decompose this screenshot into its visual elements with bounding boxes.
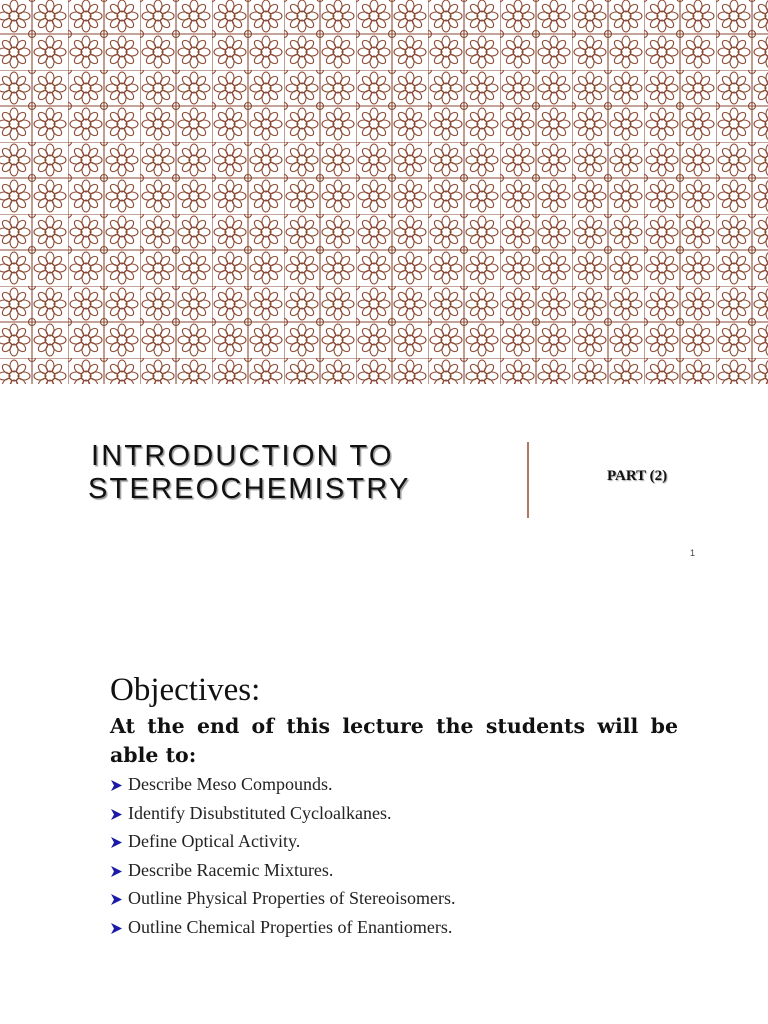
objective-text: Describe Meso Compounds.: [128, 774, 333, 794]
objective-text: Define Optical Activity.: [128, 831, 301, 851]
objective-item: [110, 884, 678, 913]
decorative-pattern-band: [0, 0, 768, 384]
objective-item: [110, 770, 678, 799]
arrow-bullet-icon: [110, 886, 128, 915]
objectives-heading: Objectives:: [110, 672, 261, 708]
title-line-2: STEREOCHEMISTRY: [88, 473, 411, 505]
arrow-bullet-icon: [110, 858, 128, 887]
arrow-bullet-icon: [110, 801, 128, 830]
objective-item: [110, 856, 678, 885]
title-line-1: INTRODUCTION TO: [91, 440, 394, 472]
arrow-bullet-icon: [110, 772, 128, 801]
arrow-bullet-icon: [110, 829, 128, 858]
objective-item: [110, 827, 678, 856]
objective-text: Outline Chemical Properties of Enantiomers.: [128, 916, 453, 937]
objectives-list: [110, 770, 678, 941]
objective-text: Describe Racemic Mixtures.: [128, 859, 334, 880]
arrow-bullet-icon: [110, 915, 128, 944]
objectives-section: [110, 668, 678, 941]
presentation-title: [88, 440, 411, 506]
title-divider: [527, 442, 529, 518]
flower-lattice-pattern: [0, 0, 768, 384]
objective-text: Outline Physical Properties of Stereoisomers.: [128, 888, 456, 908]
part-label: PART (2): [607, 468, 668, 484]
page-number: 1: [690, 548, 696, 558]
objectives-intro: At the end of this lecture the students will be able to:: [110, 714, 678, 767]
objective-text: Identify Disubstituted Cycloalkanes.: [128, 802, 392, 823]
objective-item: [110, 913, 678, 942]
objective-item: [110, 799, 678, 828]
